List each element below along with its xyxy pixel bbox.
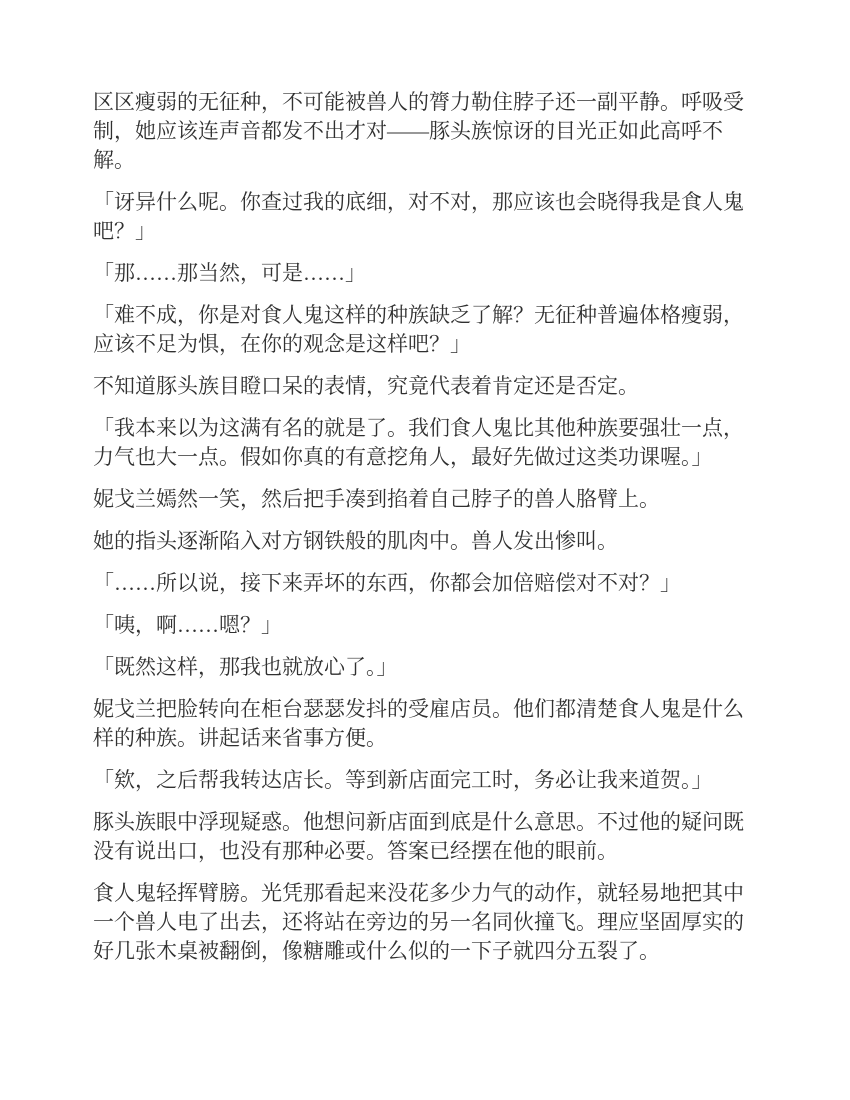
paragraph-dialogue-7: 「既然这样，那我也就放心了。」: [93, 655, 398, 679]
paragraph-narration-7: 食人鬼轻挥臂膀。光凭那看起来没花多少力气的动作，就轻易地把其中一个兽人电了出去，还将站在旁边的另一名同伙撞飞。理应坚固厚实的好几张木桌被翻倒，像糖雕或什么似的一下子就四分五裂了。: [93, 881, 744, 963]
paragraph-dialogue-6: 「咦，啊……嗯？」: [93, 613, 282, 637]
paragraph-narration-4: 她的指头逐渐陷入对方钢铁般的肌肉中。兽人发出惨叫。: [93, 529, 618, 553]
paragraph-dialogue-2: 「那……那当然，可是……」: [93, 261, 366, 285]
text-column: [93, 88, 758, 979]
paragraph-dialogue-5: 「……所以说，接下来弄坏的东西，你都会加倍赔偿对不对？」: [93, 571, 681, 595]
paragraph-narration-5: 妮戈兰把脸转向在柜台瑟瑟发抖的受雇店员。他们都清楚食人鬼是什么样的种族。讲起话来省事方便。: [93, 697, 744, 750]
paragraph-dialogue-1: 「讶异什么呢。你查过我的底细，对不对，那应该也会晓得我是食人鬼吧？」: [93, 190, 744, 243]
paragraph-narration-2: 不知道豚头族目瞪口呆的表情，究竟代表着肯定还是否定。: [93, 374, 639, 398]
paragraph-dialogue-4: 「我本来以为这满有名的就是了。我们食人鬼比其他种族要强壮一点，力气也大一点。假如你真的有意挖角人，最好先做过这类功课喔。」: [93, 416, 744, 469]
paragraph-narration-3: 妮戈兰嫣然一笑，然后把手凑到掐着自己脖子的兽人胳臂上。: [93, 487, 660, 511]
paragraph-dialogue-8: 「欸，之后帮我转达店长。等到新店面完工时，务必让我来道贺。」: [93, 768, 713, 792]
paragraph-narration-1: 区区瘦弱的无征种，不可能被兽人的膂力勒住脖子还一副平静。呼吸受制，她应该连声音都发不出才对——豚头族惊讶的目光正如此高呼不解。: [93, 90, 744, 172]
paragraph-dialogue-3: 「难不成，你是对食人鬼这样的种族缺乏了解？无征种普遍体格瘦弱，应该不足为惧，在你的观念是这样吧？」: [93, 303, 744, 356]
paragraph-narration-6: 豚头族眼中浮现疑惑。他想问新店面到底是什么意思。不过他的疑问既没有说出口，也没有那种必要。答案已经摆在他的眼前。: [93, 810, 744, 863]
